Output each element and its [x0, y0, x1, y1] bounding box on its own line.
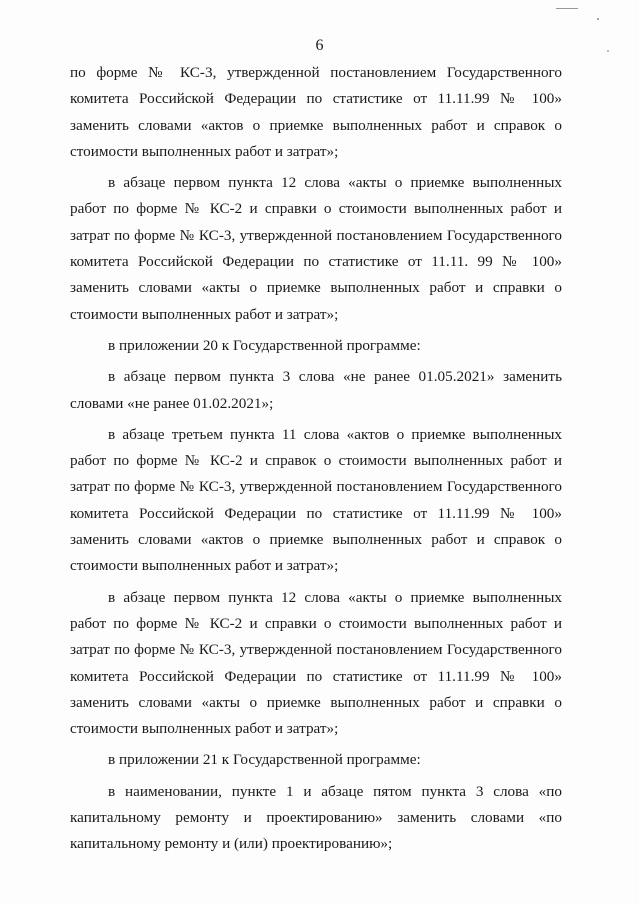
scan-artifact: [597, 18, 599, 20]
page-number: 6: [315, 37, 324, 54]
scan-artifact: [556, 8, 578, 9]
paragraph-5: в абзаце третьем пункта 11 слова «актов о приемке выполненных работ по форме № КС-2 и справок о стоимости выполненных работ и затрат по форме № КС-3, утвержденной постановлением Государственного комитета Российской Федерации по статистике от 11.11.99 № 100» заменить словами «актов о приемке выполненных работ и справок о стоимости выполненных работ и затрат»;: [70, 425, 562, 575]
document-body: [70, 60, 562, 863]
paragraph-4: в абзаце первом пункта 3 слова «не ранее 01.05.2021» заменить словами «не ранее 01.02.2021»;: [70, 368, 562, 412]
paragraph-8: в наименовании, пункте 1 и абзаце пятом пункта 3 слова «по капитальному ремонту и проектированию» заменить словами «по капитальному ремонту и (или) проектированию»;: [70, 782, 562, 853]
paragraph-6: в абзаце первом пункта 12 слова «акты о приемке выполненных работ по форме № КС-2 и справки о стоимости выполненных работ и затрат по форме № КС-3, утвержденной постановлением Государственного комитета Российской Федерации по статистике от 11.11.99 № 100» заменить словами «акты о приемке выполненных работ и справки о стоимости выполненных работ и затрат»;: [70, 588, 562, 738]
paragraph-7: в приложении 21 к Государственной программе:: [108, 751, 421, 769]
paragraph-1: по форме № КС-3, утвержденной постановлением Государственного комитета Российской Федерации по статистике от 11.11.99 № 100» заменить словами «актов о приемке выполненных работ и справок о стоимости выполненных работ и затрат»;: [70, 64, 562, 160]
paragraph-2: в абзаце первом пункта 12 слова «акты о приемке выполненных работ по форме № КС-2 и справки о стоимости выполненных работ и затрат по форме № КС-3, утвержденной постановлением Государственного комитета Российской Федерации по статистике от 11.11. 99 № 100» заменить словами «акты о приемке выполненных работ и справки о стоимости выполненных работ и затрат»;: [70, 174, 562, 323]
paragraph-3: в приложении 20 к Государственной программе:: [108, 336, 421, 354]
